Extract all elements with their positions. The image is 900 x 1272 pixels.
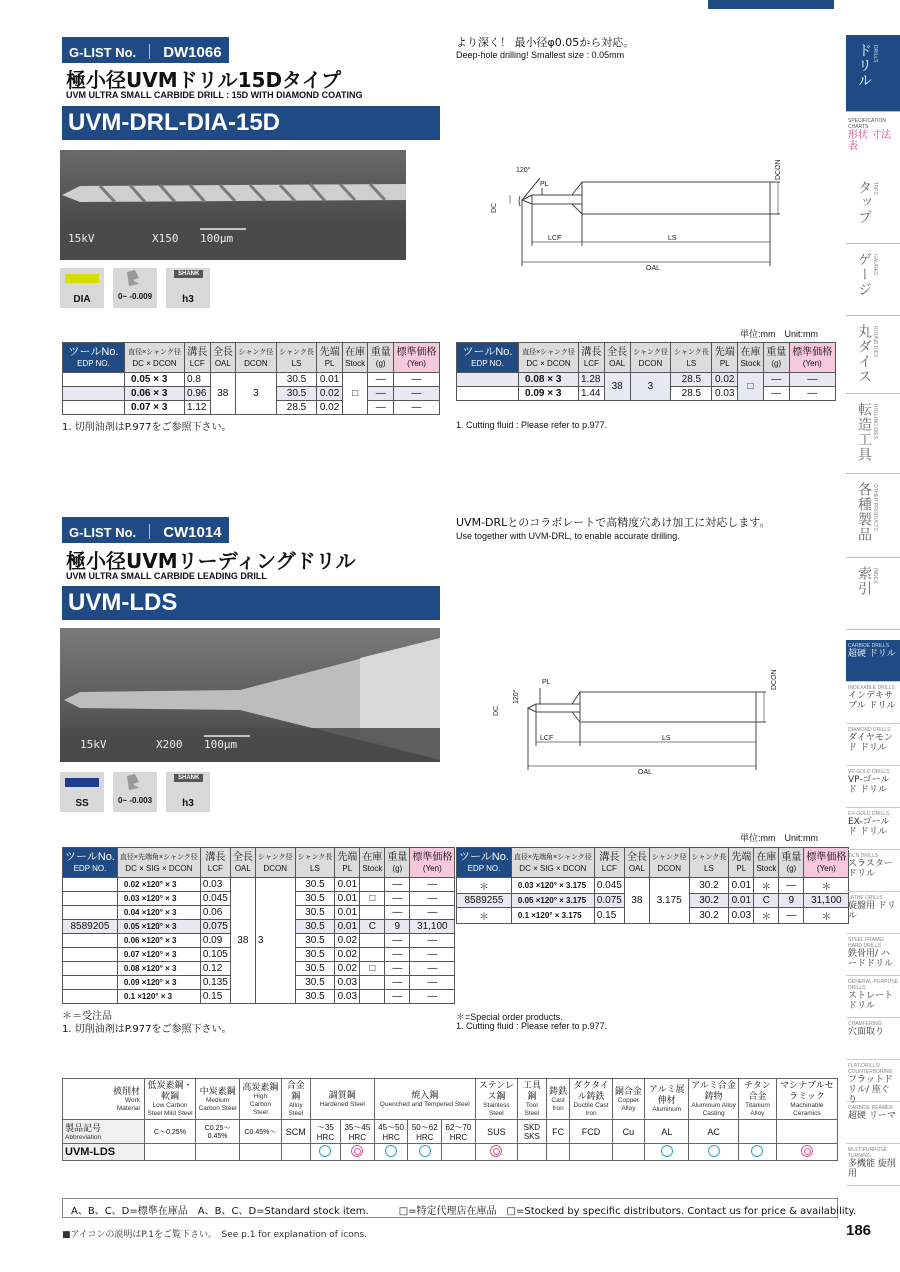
sem-voltage-2: 15kV [80,738,107,751]
leading-drill-diagram [484,662,794,782]
sidebar-subitem[interactable] [846,850,900,892]
stock-legend [62,1198,857,1218]
sidebar-spec-charts[interactable] [846,112,900,172]
sidebar-subitem-jp: EX-ゴールド ドリル [848,817,890,837]
sem-photo-leading-drill [60,628,440,762]
sidebar-tab-drills-jp: ドリル [856,43,872,88]
sidebar-subitem-jp: 鉄骨用/ ハードドリル [848,949,894,969]
sidebar-subitem-en: MULTIPURPOSE TURNING [848,1147,888,1159]
glist-prefix: G-LIST No. [69,45,137,60]
sidebar-subitem-en: CARBIDE REAMER [848,1105,894,1111]
sidebar-subitem[interactable] [846,682,900,724]
sidebar-subitem[interactable] [846,976,900,1018]
icon-row-2 [60,772,210,812]
sem-scale-bar: 100μm [200,232,234,245]
product-title-en-2: UVM ULTRA SMALL CARBIDE LEADING DRILL [66,571,267,581]
glist-number: DW1066 [163,44,222,61]
unit-label: 単位:mm Unit:mm [740,329,818,339]
sidebar-tab-taps-jp: タップ [856,180,872,225]
sidebar-subitem-en: TiCN DRILLS [848,853,879,859]
sidebar-subitem-jp: 多機能 旋削用 [848,1159,896,1179]
sidebar-tab-rolling-en: ROLLING DIES [872,404,878,440]
pl-label-2: PL [542,679,551,686]
icon-row [60,268,210,308]
table-row: 0.02 ×120° × 3 0.03 38 3 30.5 0.01 — — [63,878,455,892]
sidebar-subitem-jp: ストレート ドリル [848,991,894,1011]
table-row: 0.03 ×120° × 3 0.045 30.5 0.01 □ — — [63,892,455,906]
sem-voltage: 15kV [68,232,95,245]
spec-charts-jp: 形状 寸法表 [848,130,892,152]
sidebar-tab-round-dies[interactable] [846,316,900,394]
sidebar-subitem[interactable] [846,808,900,850]
oal-label: OAL [646,265,661,272]
suitable-mark-icon [319,1145,331,1157]
ls-label: LS [668,235,677,242]
table-row: 0.06 ×120° × 3 0.09 30.5 0.02 — — [63,934,455,948]
unit-label-2: 単位:mm Unit:mm [740,833,818,843]
feature-note-jp-2: UVM-DRLとのコラボレートで高精度穴あけ加工に対応します。 [456,516,771,529]
sidebar-tab-round-jp: 丸ダイス [856,324,872,384]
table-row: 0.08 × 3 1.28 38 3 28.5 0.02 □ — — [457,373,836,387]
sidebar-tab-gauges[interactable] [846,244,900,316]
product-title-jp: 極小径UVMドリル15Dタイプ [66,68,342,92]
sidebar-subitem-jp: 穴面取り [848,1027,885,1037]
sidebar-tab-taps[interactable] [846,172,900,244]
product-name: UVM-DRL-DIA-15D [62,106,440,140]
dcon-label-2: DCON [771,669,778,690]
suitable-mark-icon [385,1145,397,1157]
footnote-special-en: ＊=Special order products. [456,1012,563,1022]
suitable-mark-icon [751,1145,763,1157]
sidebar-subitem-jp: インデキサブル ドリル [848,691,896,711]
sidebar-tab-taps-en: TAPS [872,182,878,195]
ls-label-2: LS [662,735,671,742]
spec-table-right-2: ツールNo. EDP NO. 直径×先端角×シャンク径 DC × SIG × DCON 溝長 LCF 全長 OAL シャンク径 DCON シャンク長 LS 先端 PL 在庫 Stock 重量 (g) 標準価格 (Yen) ＊ 0.03 ×120° × 3.175 0.045 38 3.175 30.2 0.01 ＊ — ＊ 8589255 0.05 ×120° × 3.175 0.075 30.2 0.01 C 9 31,100 ＊ 0.1 ×120° × 3.175 0.15 30.2 0.03 ＊ — ＊ [456,847,849,924]
top-accent-bar [708,0,834,9]
table-row: 0.08 ×120° × 3 0.12 30.5 0.02 □ — — [63,962,455,976]
sidebar-subitem[interactable] [846,934,900,976]
coating-icon-2 [60,772,104,812]
coating-label-2: SS [75,798,89,809]
glist-label-2: G-LIST No. ｜ CW1014 [62,517,229,543]
table-row: 8589205 0.05 ×120° × 3 0.075 30.5 0.01 C 9 31,100 [63,920,455,934]
footnote-en-1: 1. Cutting fluid : Please refer to p.977. [456,420,608,430]
sidebar-subitem[interactable] [846,1102,900,1144]
sem-magnification: X150 [152,232,179,245]
table-row: 0.07 × 3 1.12 28.5 0.02 — — [63,401,440,415]
sidebar-subitem[interactable] [846,724,900,766]
sidebar-tab-other-jp: 各種製品 [856,482,872,542]
sidebar-tab-drills-en: DRILLS [872,45,878,63]
sidebar-tab-other-products[interactable] [846,474,900,558]
icon-note-en: See p.1 for explanation of icons. [221,1230,368,1240]
sidebar-tab-gauges-en: GAUGES [872,254,878,276]
sidebar-subitem-en: EX-GOLD DRILLS [848,811,890,817]
sidebar-subitem-en: INDEXABLE DRILLS [848,685,895,691]
sidebar-subitem-en: LATHE DRILLS [848,895,883,901]
sidebar-subitem-en: CHAMFERING [848,1021,882,1027]
glist-prefix-2: G-LIST No. [69,525,137,540]
coating-label: DIA [73,294,91,305]
abbreviation-row: 製品記号 Abbreviation C～0.25% C0.25～0.45% C0.45%～ SCM ～35 HRC 35～45 HRC 45～50 HRC 50～62 HRC 62～70 HRC SUS SKD SKS FC FCD Cu AL AC [63,1120,838,1144]
flute-icon [113,268,157,288]
tolerance-label-2: 0~ -0.003 [117,796,153,805]
spec-table-left-1: ツールNo. EDP NO. 直径×シャンク径 DC × DCON 溝長 LCF 全長 OAL シャンク径 DCON シャンク長 LS 先端 PL 在庫 Stock 重量 (g) 標準価格 (Yen) 0.05 × 3 0.8 38 3 30.5 0.01 □ — — 0.06 × 3 0.96 30.5 0.02 — — 0.07 × 3 1.12 28.5 0.02 — — [62,342,440,415]
table-row: 0.04 ×120° × 3 0.06 30.5 0.01 — — [63,906,455,920]
shank-tag-2: SHANK [174,774,203,782]
ss-coat-swatch [65,778,99,787]
footnote-special-jp: ＊＝受注品 [62,1011,112,1022]
sidebar-subitem-jp: ダイヤモンド ドリル [848,733,893,753]
sidebar-subitem[interactable] [846,892,900,934]
tolerance-label: 0~ -0.009 [117,292,153,301]
sidebar-tab-rolling-jp: 転造工具 [856,402,872,462]
footnote-jp-2: 1. 切削油剤はP.977をご参照下さい。 [62,1024,232,1035]
table-row: ＊ 0.1 ×120° × 3.175 0.15 30.2 0.03 ＊ — ＊ [457,908,849,924]
flute-icon-2 [113,772,157,792]
sidebar-subitem-en: FLAT DRILLS/ COUNTERBORING [848,1063,893,1075]
table-row: 0.1 ×120° × 3 0.15 30.5 0.03 — — [63,990,455,1004]
sidebar-tab-gauges-jp: ゲージ [856,252,872,297]
sem-photo-leading-image [60,628,440,762]
spec-charts-en: SPECIFICATION CHARTS [848,118,886,130]
sidebar-tab-index-en: INDEX [872,568,878,584]
table-row: 8589255 0.05 ×120° × 3.175 0.075 30.2 0.01 C 9 31,100 [457,894,849,908]
coating-icon [60,268,104,308]
sidebar-subitem-jp: 旋盤用 ドリル [848,901,896,921]
product-code: UVM-LDS [63,1144,145,1161]
drill-diagram [480,158,800,282]
sidebar-tab-rolling-dies[interactable] [846,394,900,474]
footnote-jp-1: 1. 切削油剤はP.977をご参照下さい。 [62,422,232,433]
shank-label: h3 [182,294,194,305]
sidebar-subitem-en: CARBIDE DRILLS [848,643,890,649]
angle-label: 120° [516,167,531,174]
icon-note-jp: ■アイコンの説明はP.1をご覧下さい。 [62,1230,213,1240]
sidebar-subitem-en: GENERAL-PURPOSE DRILLS [848,979,899,991]
shank-tag: SHANK [174,270,203,278]
work-material-table: 被削材 Work Material 低炭素鋼・軟鋼 Low Carbon Steel Mild Steel 中炭素鋼 Medium Carbon Steel 高炭素鋼 High Carbon Steel 合金鋼 Alloy Steel 調質鋼 Hardened Steel 焼入鋼 Quenched and Tempered Steel ステンレス鋼 Stainless Steel 工具鋼 Tool Steel 鋳鉄 Cast Iron ダクタイル鋳鉄 Ductile Cast Iron 銅合金 Copper Alloy アルミ展伸材 Aluminum アルミ合金鋳物 Aluminum Alloy Casting チタン合金 Titanium Alloy マシナブルセラミック Machinable Ceramics 製品記号 Abbreviation C～0.25% C0.25～0.45% C0.45%～ SCM ～35 HRC 35～45 HRC 45～50 HRC 50～62 HRC 62～70 HRC SUS SKD SKS FC FCD Cu AL AC UVM-LDS [62,1078,838,1161]
glist-number-2: CW1014 [163,524,222,541]
table-row: 0.05 × 3 0.8 38 3 30.5 0.01 □ — — [63,373,440,387]
dcon-label: DCON [775,159,782,180]
tolerance-icon-2 [113,772,157,812]
dc-label: DC [491,202,498,213]
sem-photo-drill-image [60,150,406,260]
sidebar-subitem-jp: VP-ゴールド ドリル [848,775,890,795]
glist-label: G-LIST No. ｜ DW1066 [62,37,229,63]
dc-label-2: DC [493,705,500,716]
sidebar-subitem[interactable] [846,640,900,682]
product-name-2: UVM-LDS [62,586,440,620]
legend-distributor: □=特定代理店在庫品 □=Stocked by specific distributors. Contact us for price & availability. [398,1206,857,1217]
page-number: 186 [846,1222,872,1239]
sidebar-tab-other-en: OTHER PRODUCTS [872,484,878,531]
sidebar-subitem-jp: フラットドリル/ 座ぐり [848,1075,893,1105]
table-row: ＊ 0.03 ×120° × 3.175 0.045 38 3.175 30.2 0.01 ＊ — ＊ [457,878,849,894]
sidebar-tab-index[interactable] [846,558,900,630]
suitable-mark-icon [661,1145,673,1157]
lcf-label-2: LCF [540,735,554,742]
feature-note-jp: より深く！ 最小径φ0.05から対応。 [456,36,635,49]
table-row: 0.09 × 3 1.44 28.5 0.03 — — [457,387,836,401]
icon-explanation-note [62,1227,367,1240]
footnote-en-2: 1. Cutting fluid : Please refer to p.977. [456,1021,608,1031]
sem-photo-drill [60,150,406,260]
product-suitability-row [63,1144,838,1161]
sidebar-tab-drills[interactable] [846,35,900,112]
sidebar-subitem[interactable] [846,1018,900,1060]
dia-coat-swatch [65,274,99,283]
sidebar-subitem[interactable] [846,766,900,808]
sidebar-subitem-en: DIAMOND DRILLS [848,727,891,733]
angle-label-2: 120° [513,689,520,704]
sidebar-subitem-jp: 超硬 リーマ [848,1111,896,1121]
sidebar-subitem-en: STEEL FRAME/ HARD DRILLS [848,937,884,949]
sidebar-subitem[interactable] [846,1060,900,1105]
sidebar-subitem[interactable] [846,1144,900,1186]
optimal-mark-icon [351,1145,363,1157]
optimal-mark-icon [490,1145,502,1157]
sidebar-subitem-en: VP-GOLD DRILLS [848,769,890,775]
feature-note-en-2: Use together with UVM-DRL, to enable accurate drilling. [456,531,680,541]
sem-magnification-2: X200 [156,738,183,751]
sidebar-subitem-jp: スラスター ドリル [848,859,893,879]
sidebar-subitem-jp: 超硬 ドリル [848,649,896,659]
shank-icon-2 [166,772,210,812]
suitable-mark-icon [708,1145,720,1157]
legend-standard: A、B、C、D=標準在庫品 A、B、C、D=Standard stock item. [71,1206,369,1217]
spec-table-right-1: ツールNo. EDP NO. 直径×シャンク径 DC × DCON 溝長 LCF 全長 OAL シャンク径 DCON シャンク長 LS 先端 PL 在庫 Stock 重量 (g) 標準価格 (Yen) 0.08 × 3 1.28 38 3 28.5 0.02 □ — — 0.09 × 3 1.44 28.5 0.03 — — [456,342,836,401]
table-row: 0.09 ×120° × 3 0.135 30.5 0.03 — — [63,976,455,990]
shank-label-2: h3 [182,798,194,809]
oal-label-2: OAL [638,769,653,776]
feature-note-en: Deep-hole drilling! Smallest size : 0.05mm [456,50,625,60]
spec-table-left-2: ツールNo. EDP NO. 直径×先端角×シャンク径 DC × SIG × DCON 溝長 LCF 全長 OAL シャンク径 DCON シャンク長 LS 先端 PL 在庫 Stock 重量 (g) 標準価格 (Yen) 0.02 ×120° × 3 0.03 38 3 30.5 0.01 — — 0.03 ×120° × 3 0.045 30.5 0.01 □ — — 0.04 ×120° × 3 0.06 30.5 0.01 — — 8589205 0.05 ×120° × 3 0.075 30.5 0.01 C 9 31,100 0.06 ×120° × 3 0.09 30.5 0.02 — — 0.07 ×120° × 3 0.105 30.5 0.02 — — 0.08 ×120° × 3 0.12 30.5 0.02 □ — — 0.09 ×120° × 3 0.135 30.5 0.03 — — 0.1 ×120° × 3 0.15 30.5 0.03 — — [62,847,455,1004]
tolerance-icon [113,268,157,308]
table-row: 0.07 ×120° × 3 0.105 30.5 0.02 — — [63,948,455,962]
lcf-label: LCF [548,235,562,242]
sem-scale-bar-2: 100μm [204,738,238,751]
shank-icon [166,268,210,308]
sidebar-tab-index-jp: 索引 [856,566,872,596]
pl-label: PL [540,181,549,188]
product-title-jp-2: 極小径UVMリーディングドリル [66,549,356,573]
optimal-mark-icon [801,1145,813,1157]
product-title-en: UVM ULTRA SMALL CARBIDE DRILL : 15D WITH DIAMOND COATING [66,90,363,100]
table-row: 0.06 × 3 0.96 30.5 0.02 — — [63,387,440,401]
sidebar-tab-round-en: ROUND DIES [872,326,878,358]
suitable-mark-icon [419,1145,431,1157]
